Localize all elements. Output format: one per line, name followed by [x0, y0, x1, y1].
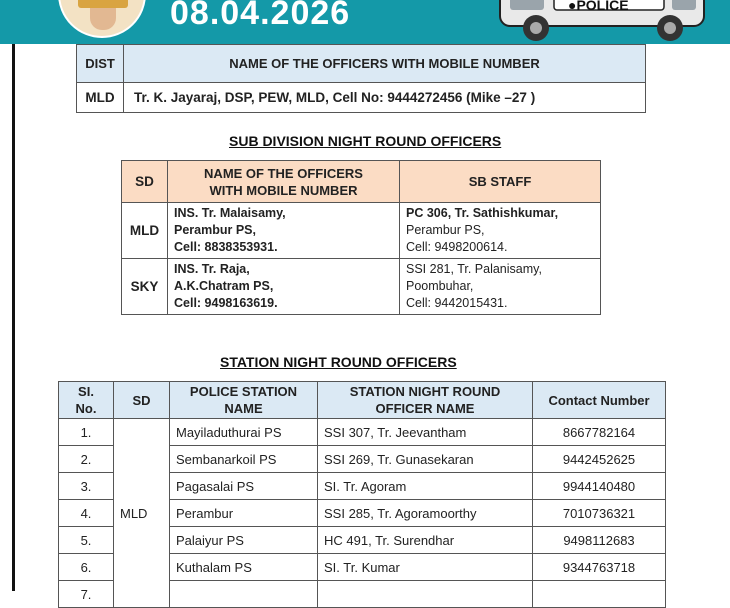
station-table: [58, 381, 666, 608]
police-station: Sembanarkoil PS: [170, 446, 318, 473]
district-table: [76, 44, 646, 113]
police-station: Pagasalai PS: [170, 473, 318, 500]
officer-line: INS. Tr. Malaisamy,: [174, 206, 286, 220]
header-sl-no: [59, 382, 114, 419]
officer-line: Cell: 9498163619.: [174, 296, 278, 310]
officer-line: Cell: 8838353931.: [174, 240, 278, 254]
police-station: Palaiyur PS: [170, 527, 318, 554]
police-station: Kuthalam PS: [170, 554, 318, 581]
contact-number: 9344763718: [533, 554, 666, 581]
header-line: WITH MOBILE NUMBER: [209, 182, 358, 198]
officer-line: INS. Tr. Raja,: [174, 262, 250, 276]
sb-staff-cell: [400, 259, 601, 315]
header-line: NAME OF THE OFFICERS: [204, 165, 363, 181]
contact-number: 7010736321: [533, 500, 666, 527]
sb-staff-cell: [400, 203, 601, 259]
left-border: [12, 44, 15, 591]
dist-officer: Tr. K. Jayaraj, DSP, PEW, MLD, Cell No: 9444272456 (Mike –27 ): [124, 83, 646, 113]
contact-number: 8667782164: [533, 419, 666, 446]
car-police-label: ●POLICE: [568, 0, 629, 13]
header-dist: DIST: [77, 45, 124, 83]
officer-line: A.K.Chatram PS,: [174, 279, 274, 293]
officer-name: SI. Tr. Kumar: [318, 554, 533, 581]
sb-line: Cell: 9498200614.: [406, 240, 508, 254]
header-line: OFFICER NAME: [375, 401, 475, 416]
contact-number: [533, 581, 666, 608]
officer-cell: [168, 203, 400, 259]
officer-cell: [168, 259, 400, 315]
header-line: NAME: [224, 401, 263, 416]
sl-no: 7.: [59, 581, 114, 608]
sl-no: 2.: [59, 446, 114, 473]
contact-number: 9498112683: [533, 527, 666, 554]
sl-no: 6.: [59, 554, 114, 581]
sb-line: Perambur PS,: [406, 223, 485, 237]
officer-name: SI. Tr. Agoram: [318, 473, 533, 500]
police-station: Perambur: [170, 500, 318, 527]
sub-division-title: SUB DIVISION NIGHT ROUND OFFICERS: [229, 133, 502, 149]
sb-line: Cell: 9442015431.: [406, 296, 508, 310]
officer-name: SSI 285, Tr. Agoramoorthy: [318, 500, 533, 527]
sl-no: 3.: [59, 473, 114, 500]
table-row: [122, 259, 601, 315]
table-header-row: [77, 45, 646, 83]
sl-no: 1.: [59, 419, 114, 446]
officer-name: HC 491, Tr. Surendhar: [318, 527, 533, 554]
header-officer-name: [318, 382, 533, 419]
header-police-station: [170, 382, 318, 419]
sb-line: PC 306, Tr. Sathishkumar,: [406, 206, 559, 220]
officer-name: [318, 581, 533, 608]
sb-line: Poombuhar,: [406, 279, 474, 293]
sb-line: SSI 281, Tr. Palanisamy,: [406, 262, 542, 276]
officer-line: Perambur PS,: [174, 223, 256, 237]
officer-name: SSI 269, Tr. Gunasekaran: [318, 446, 533, 473]
sd-value: SKY: [122, 259, 168, 315]
header-officer-mobile: NAME OF THE OFFICERS WITH MOBILE NUMBER: [124, 45, 646, 83]
header-line: No.: [75, 401, 97, 416]
table-row: [59, 419, 666, 446]
header-officer-mobile: [168, 161, 400, 203]
sd-value: MLD: [114, 419, 170, 608]
police-station: [170, 581, 318, 608]
header-sb-staff: SB STAFF: [400, 161, 601, 203]
table-header-row: [122, 161, 601, 203]
banner-date: 08.04.2026: [170, 0, 351, 32]
header-line: SI.: [78, 384, 94, 399]
sl-no: 5.: [59, 527, 114, 554]
contact-number: 9944140480: [533, 473, 666, 500]
header-sd: SD: [114, 382, 170, 419]
contact-number: 9442452625: [533, 446, 666, 473]
header-banner: [0, 0, 730, 44]
sub-division-table: [121, 160, 601, 315]
header-sd: SD: [122, 161, 168, 203]
table-header-row: [59, 382, 666, 419]
officer-name: SSI 307, Tr. Jeevantham: [318, 419, 533, 446]
police-station: Mayiladuthurai PS: [170, 419, 318, 446]
dist-value: MLD: [77, 83, 124, 113]
police-officer-icon: [58, 0, 146, 38]
table-row: [77, 83, 646, 113]
sl-no: 4.: [59, 500, 114, 527]
header-line: POLICE STATION: [189, 384, 298, 399]
table-row: [122, 203, 601, 259]
station-title: STATION NIGHT ROUND OFFICERS: [220, 354, 457, 370]
sd-value: MLD: [122, 203, 168, 259]
header-line: STATION NIGHT ROUND: [349, 384, 501, 399]
header-contact-number: Contact Number: [533, 382, 666, 419]
